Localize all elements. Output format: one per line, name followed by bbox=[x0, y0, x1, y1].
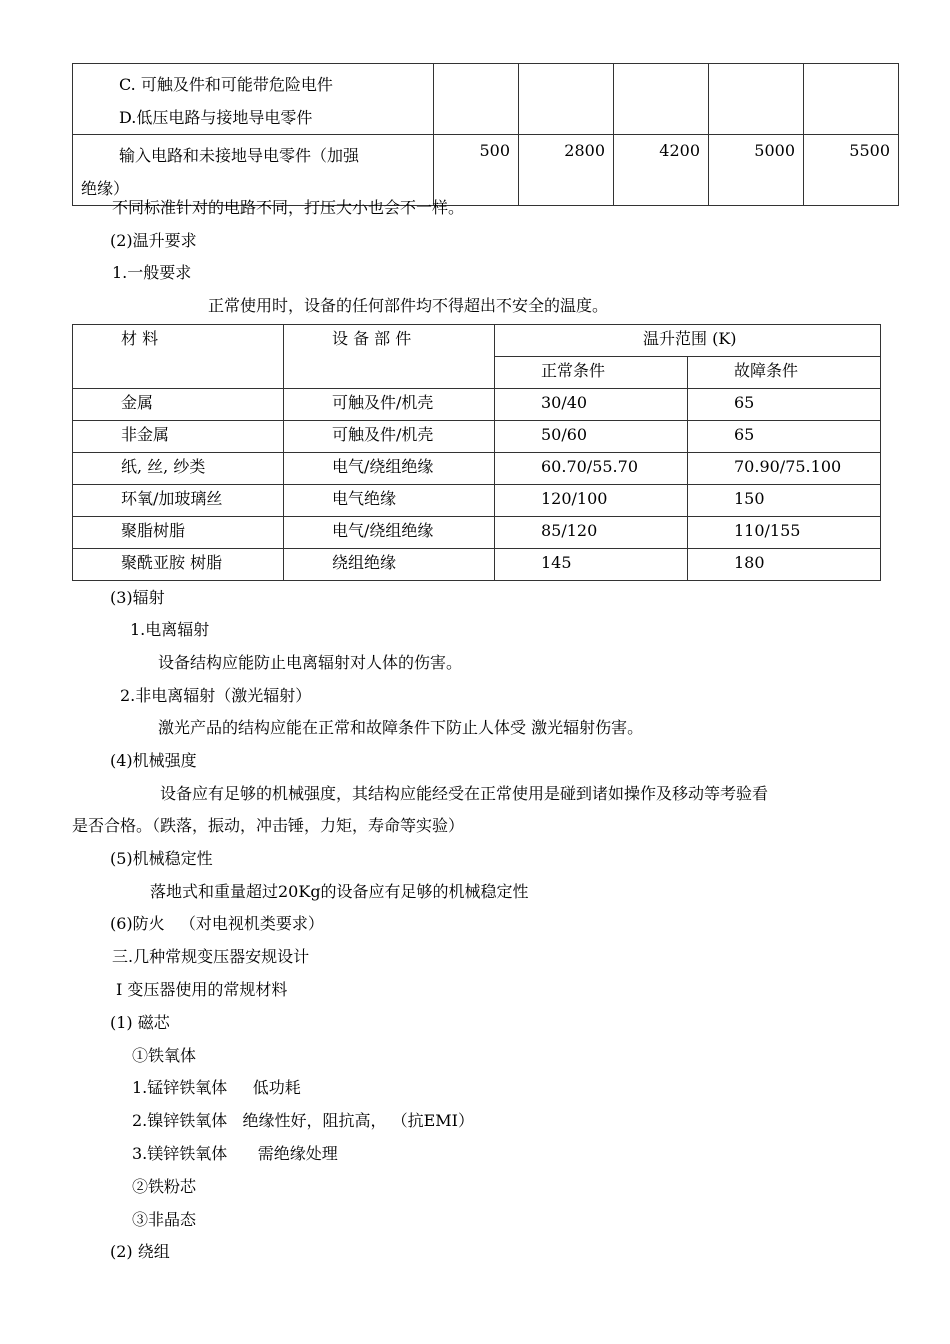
cell-part: 可触及件/机壳 bbox=[284, 389, 495, 421]
table-cell bbox=[73, 135, 434, 206]
cell-fault: 110/155 bbox=[688, 517, 881, 549]
cell-normal: 50/60 bbox=[495, 421, 688, 453]
header-normal: 正常条件 bbox=[495, 357, 688, 389]
table-cell bbox=[614, 64, 709, 135]
cell-fault: 150 bbox=[688, 485, 881, 517]
cell-fault: 180 bbox=[688, 549, 881, 581]
value-cell: 5500 bbox=[804, 135, 899, 206]
cell-material: 非金属 bbox=[73, 421, 284, 453]
header-part: 设 备 部 件 bbox=[284, 325, 495, 389]
cell-normal: 30/40 bbox=[495, 389, 688, 421]
section-heading: (6)防火 （对电视机类要求） bbox=[110, 914, 324, 933]
cell-part: 电气绝缘 bbox=[284, 485, 495, 517]
row-label: 绝缘） bbox=[81, 179, 130, 198]
section-heading: (2)温升要求 bbox=[110, 231, 197, 250]
table-cell bbox=[434, 64, 519, 135]
row-label: C. 可触及件和可能带危险电件 bbox=[119, 75, 333, 94]
section-heading: (5)机械稳定性 bbox=[110, 849, 213, 868]
table-cell bbox=[73, 64, 434, 135]
list-item: 3.镁锌铁氧体 需绝缘处理 bbox=[132, 1144, 338, 1163]
cell-part: 电气/绕组绝缘 bbox=[284, 453, 495, 485]
temperature-rise-table bbox=[72, 324, 881, 581]
subsection-heading: Ⅰ 变压器使用的常规材料 bbox=[116, 980, 288, 999]
cell-material: 聚酰亚胺 树脂 bbox=[73, 549, 284, 581]
cell-normal: 145 bbox=[495, 549, 688, 581]
table-row bbox=[73, 485, 881, 517]
table-cell bbox=[804, 64, 899, 135]
paragraph: 正常使用时，设备的任何部件均不得超出不安全的温度。 bbox=[208, 296, 609, 315]
cell-part: 电气/绕组绝缘 bbox=[284, 517, 495, 549]
paragraph: 不同标准针对的电路不同，打压大小也会不一样。 bbox=[112, 198, 465, 217]
section-heading: (2) 绕组 bbox=[110, 1242, 170, 1261]
row-label: D.低压电路与接地导电零件 bbox=[119, 108, 313, 127]
table-row bbox=[73, 389, 881, 421]
value-cell: 5000 bbox=[709, 135, 804, 206]
subsection-heading: 1.电离辐射 bbox=[130, 620, 210, 639]
table-row bbox=[73, 453, 881, 485]
paragraph: 设备应有足够的机械强度，其结构应能经受在正常使用是碰到诸如操作及移动等考验看 bbox=[160, 784, 769, 803]
section-heading: (4)机械强度 bbox=[110, 751, 197, 770]
paragraph: 落地式和重量超过20Kg的设备应有足够的机械稳定性 bbox=[150, 882, 529, 901]
table-header-row bbox=[73, 325, 881, 357]
chapter-heading: 三.几种常规变压器安规设计 bbox=[112, 947, 310, 966]
header-fault: 故障条件 bbox=[688, 357, 881, 389]
list-item: 1.锰锌铁氧体 低功耗 bbox=[132, 1078, 301, 1097]
cell-normal: 120/100 bbox=[495, 485, 688, 517]
table-row bbox=[73, 64, 899, 135]
list-item: ①铁氧体 bbox=[132, 1046, 197, 1065]
cell-fault: 65 bbox=[688, 421, 881, 453]
cell-fault: 70.90/75.100 bbox=[688, 453, 881, 485]
cell-material: 环氧/加玻璃丝 bbox=[73, 485, 284, 517]
subsection-heading: 2.非电离辐射（激光辐射） bbox=[120, 686, 312, 705]
list-item: ②铁粉芯 bbox=[132, 1177, 197, 1196]
paragraph: 设备结构应能防止电离辐射对人体的伤害。 bbox=[158, 653, 463, 672]
paragraph: 激光产品的结构应能在正常和故障条件下防止人体受 激光辐射伤害。 bbox=[158, 718, 644, 737]
hipot-table bbox=[72, 63, 899, 206]
list-item: ③非晶态 bbox=[132, 1210, 197, 1229]
section-heading: (1) 磁芯 bbox=[110, 1013, 170, 1032]
table-row bbox=[73, 135, 899, 206]
cell-material: 金属 bbox=[73, 389, 284, 421]
value-cell: 500 bbox=[434, 135, 519, 206]
table-cell bbox=[709, 64, 804, 135]
table-row bbox=[73, 517, 881, 549]
cell-part: 绕组绝缘 bbox=[284, 549, 495, 581]
value-cell: 2800 bbox=[519, 135, 614, 206]
value-cell: 4200 bbox=[614, 135, 709, 206]
header-material: 材 料 bbox=[73, 325, 284, 389]
table-row bbox=[73, 421, 881, 453]
list-item: 2.镍锌铁氧体 绝缘性好，阻抗高， （抗EMI） bbox=[132, 1111, 474, 1130]
cell-normal: 60.70/55.70 bbox=[495, 453, 688, 485]
paragraph: 是否合格。（跌落，振动，冲击锤，力矩，寿命等实验） bbox=[72, 816, 465, 835]
subsection-heading: 1.一般要求 bbox=[112, 263, 192, 282]
header-range: 温升范围 (K) bbox=[495, 325, 881, 357]
cell-material: 聚脂树脂 bbox=[73, 517, 284, 549]
cell-material: 纸, 丝, 纱类 bbox=[73, 453, 284, 485]
table-row bbox=[73, 549, 881, 581]
row-label: 输入电路和未接地导电零件（加强 bbox=[119, 146, 360, 165]
cell-normal: 85/120 bbox=[495, 517, 688, 549]
table-cell bbox=[519, 64, 614, 135]
section-heading: (3)辐射 bbox=[110, 588, 165, 607]
cell-part: 可触及件/机壳 bbox=[284, 421, 495, 453]
cell-fault: 65 bbox=[688, 389, 881, 421]
